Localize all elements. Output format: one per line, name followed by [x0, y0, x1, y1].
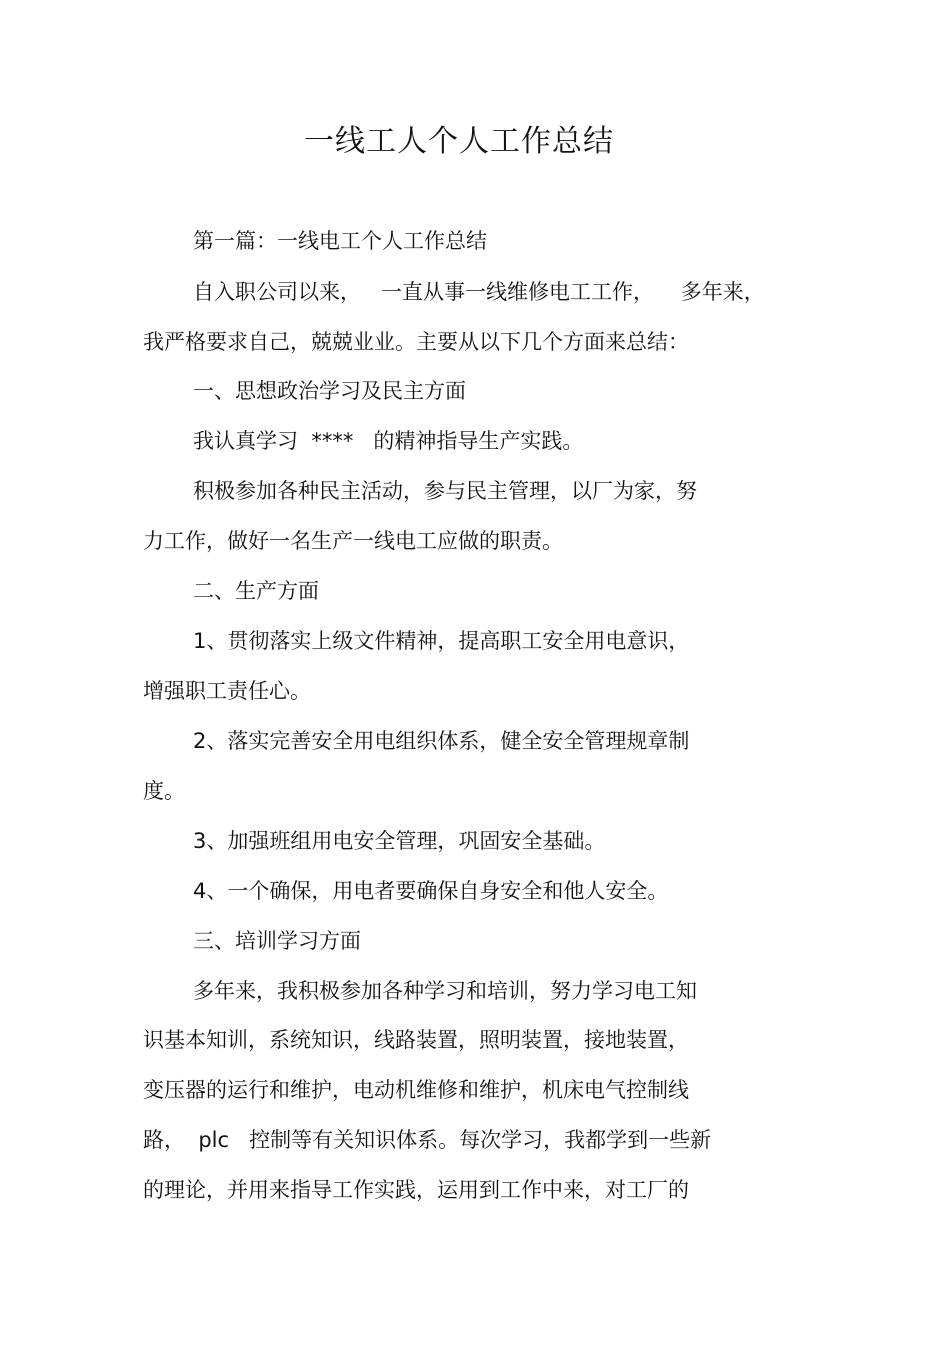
list-item: 1、贯彻落实上级文件精神，提高职工安全用电意识，: [193, 629, 690, 653]
paragraph-line: 积极参加各种民主活动，参与民主管理，以厂为家，努: [193, 479, 697, 503]
section-heading-politics: 一、思想政治学习及民主方面: [193, 379, 466, 403]
paragraph-line: 我严格要求自己，兢兢业业。主要从以下几个方面来总结：: [143, 330, 689, 354]
list-item-continuation: 增强职工责任心。: [143, 679, 311, 703]
paragraph-line: 我认真学习 **** 的精神指导生产实践。: [193, 429, 584, 453]
paragraph-line: 识基本知训，系统知识，线路装置，照明装置，接地装置，: [143, 1028, 689, 1052]
list-item-continuation: 度。: [143, 779, 185, 803]
paragraph-line: 的理论，并用来指导工作实践，运用到工作中来，对工厂的: [143, 1178, 689, 1202]
list-item: 2、落实完善安全用电组织体系，健全安全管理规章制: [193, 729, 690, 753]
paragraph-line: 路， plc 控制等有关知识体系。每次学习，我都学到一些新: [143, 1128, 712, 1152]
section-heading-part-one: 第一篇：一线电工个人工作总结: [193, 229, 487, 253]
section-heading-training: 三、培训学习方面: [193, 929, 361, 953]
paragraph-line: 自入职公司以来， 一直从事一线维修电工工作， 多年来，: [193, 280, 765, 304]
paragraph-line: 多年来，我积极参加各种学习和培训，努力学习电工知: [193, 979, 697, 1003]
paragraph-line: 力工作，做好一名生产一线电工应做的职责。: [143, 529, 563, 553]
section-heading-production: 二、生产方面: [193, 579, 319, 603]
paragraph-line: 变压器的运行和维护，电动机维修和维护，机床电气控制线: [143, 1078, 689, 1102]
list-item: 3、加强班组用电安全管理，巩固安全基础。: [193, 829, 606, 853]
document-title: 一线工人个人工作总结: [304, 124, 614, 159]
list-item: 4、一个确保，用电者要确保自身安全和他人安全。: [193, 879, 669, 903]
